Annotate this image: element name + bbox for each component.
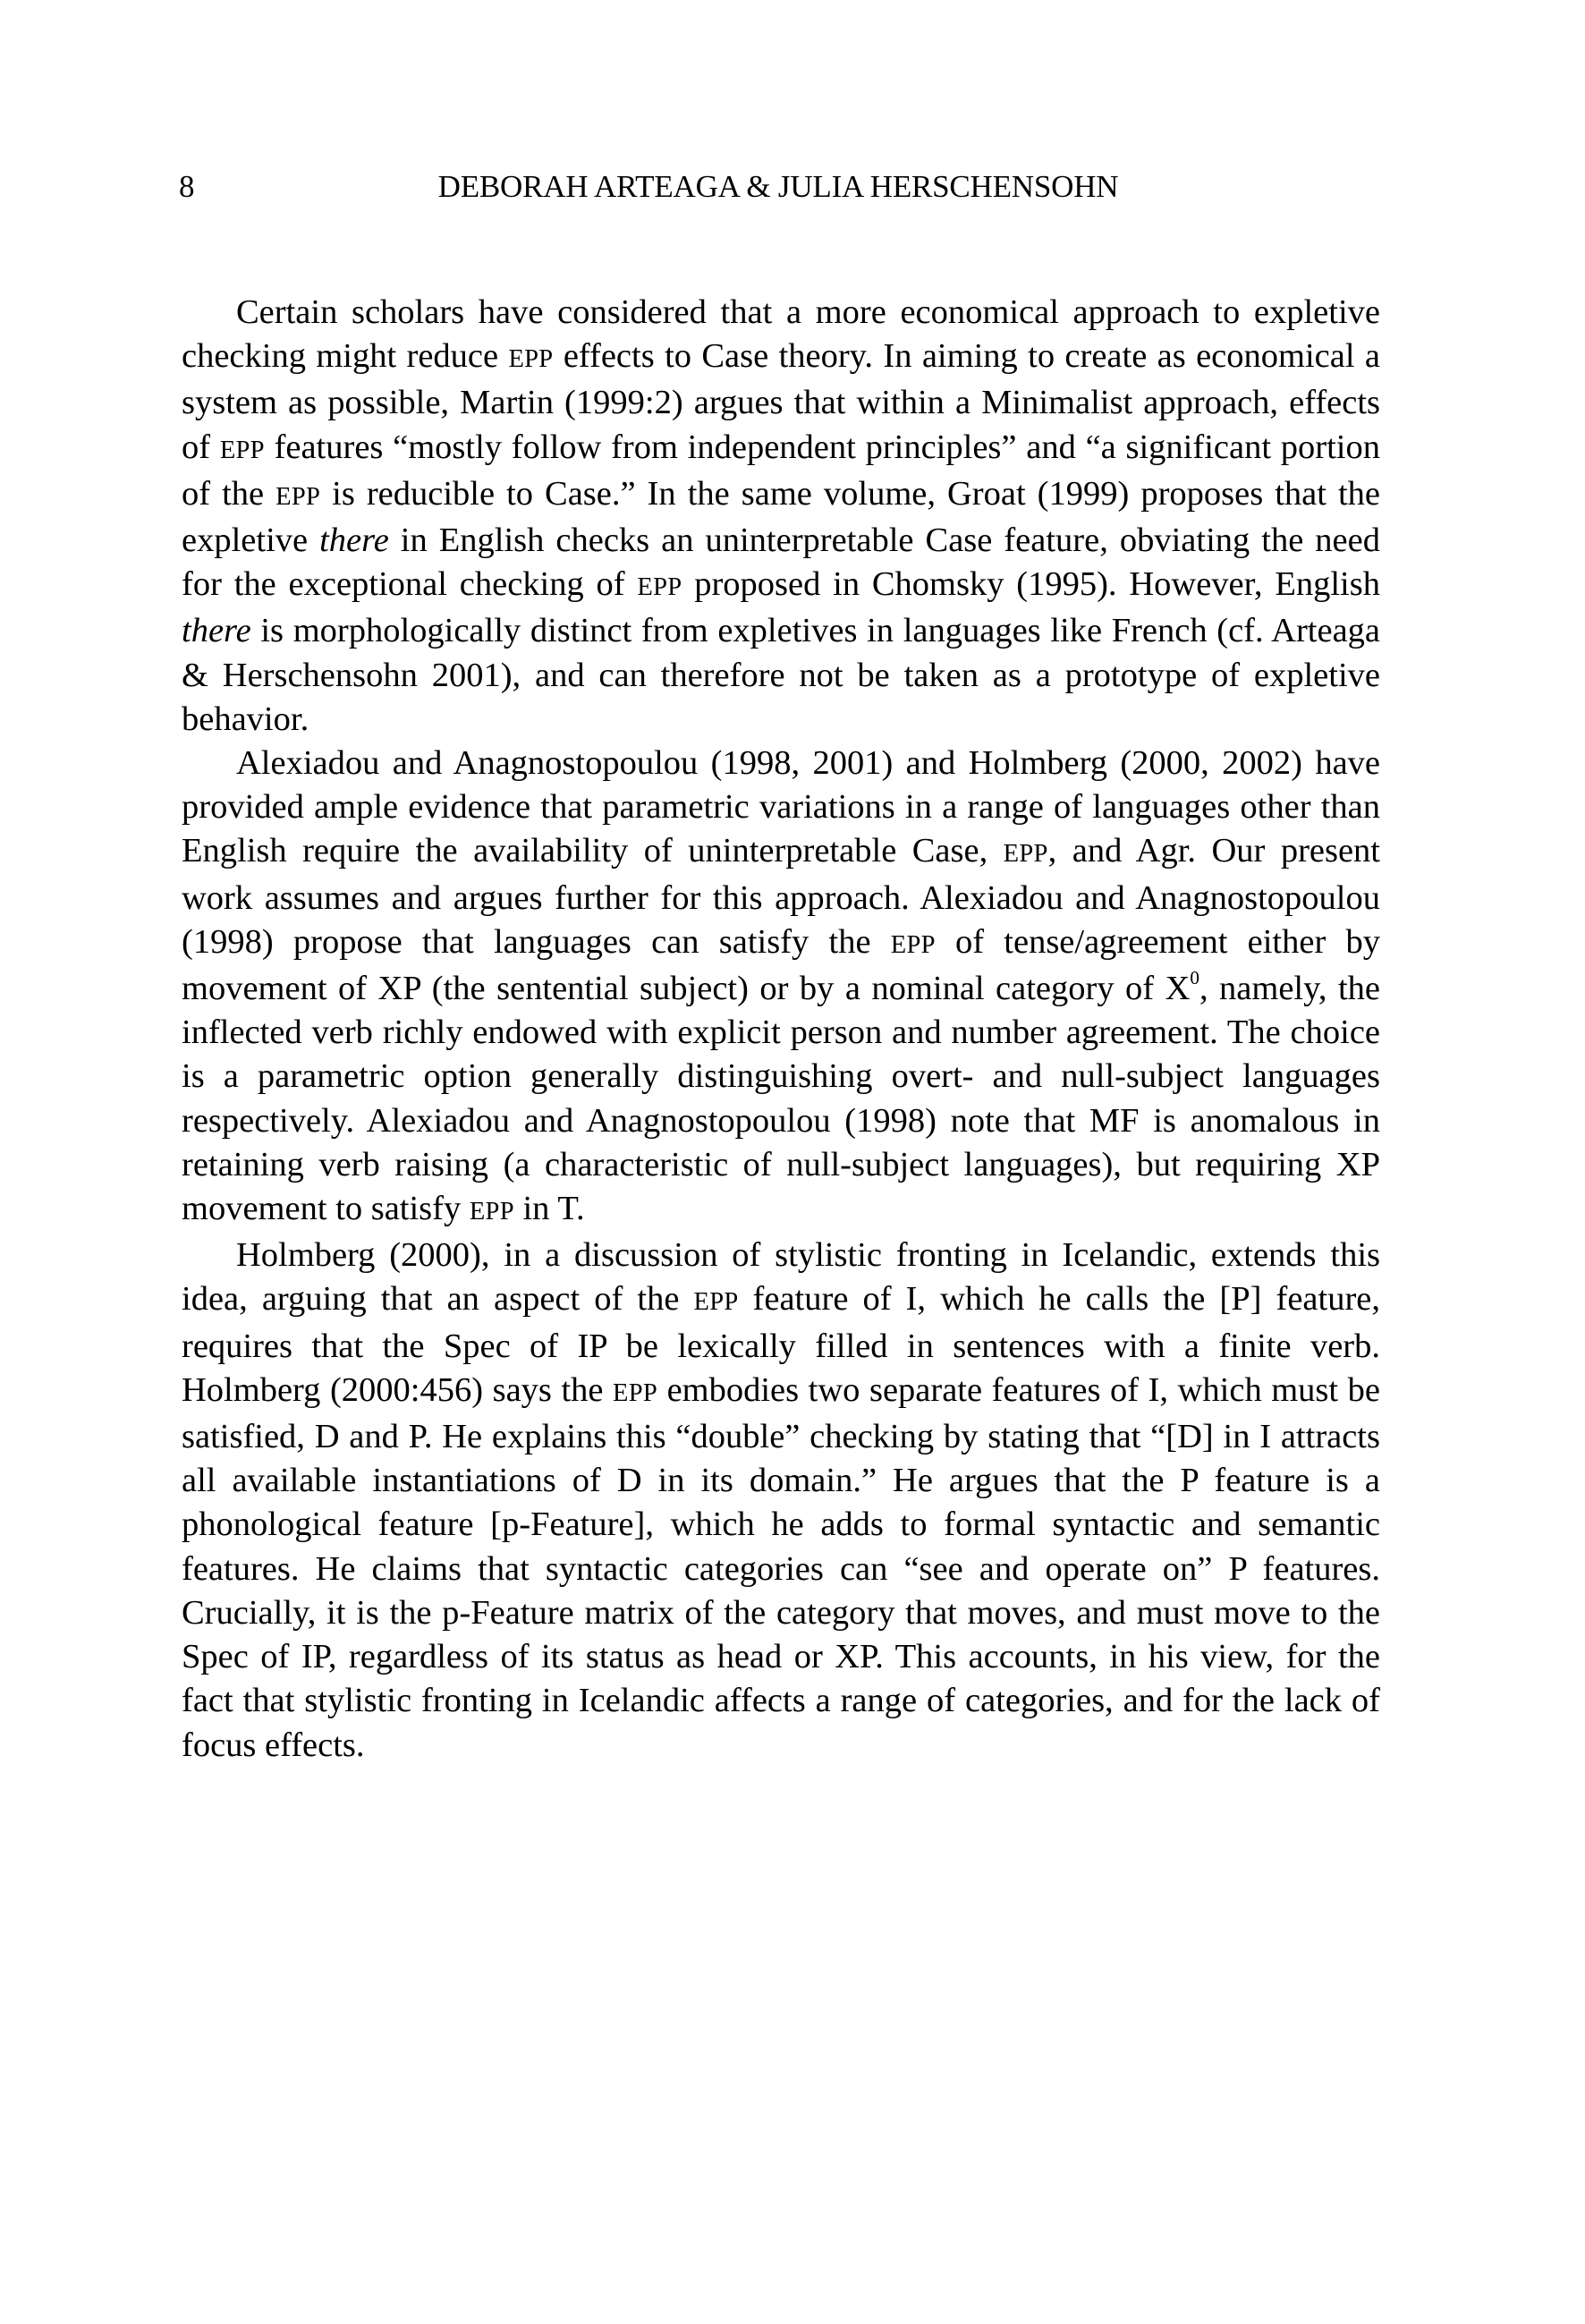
text-segment: in English checks an uninterpretable Case feature, obviating the need for the exceptional checking of [182,522,1380,604]
paragraph-2 [182,742,1380,1234]
paragraph-1 [182,291,1380,742]
page-header [179,165,1377,209]
text-segment: Alexiadou and Anagnostopoulou (1998, 2001) and Holmberg (2000, 2002) have provided ample evidence that parametric variations in a range of languages other than English require the availability of uninterpretable Case, [182,744,1380,870]
text-segment: , and Agr. Our present work assumes and argues further for this approach. Alexiadou and Anagnostopoulou (1998) propose that languages can satisfy the [182,832,1381,961]
epp-abbreviation: EPP [275,482,321,511]
text-segment: , namely, the inflected verb richly endowed with explicit person and number agreement. The choice is a parametric option generally distinguishing overt- and null-subject languages respectively. Alexiadou and Anagnostopoulou (1998) note that MF is anomalous in retaining verb raising (a characteristic of null-subject languages), but requiring XP movement to satisfy [182,970,1380,1228]
italic-term-there: there [319,522,389,560]
text-segment: features “mostly follow from independent principles” and “a significant portion of the [182,428,1380,513]
text-segment: in T. [513,1190,585,1228]
epp-abbreviation: EPP [1003,840,1048,869]
page-number: 8 [179,169,195,204]
epp-abbreviation: EPP [637,573,682,602]
text-segment: proposed in Chomsky (1995). However, English [682,565,1380,604]
text-segment: is morphologically distinct from expletives in languages like French (cf. Arteaga & Herschensohn 2001), and can therefore not be taken as a prototype of expletive behavior. [182,612,1380,738]
text-segment: Certain scholars have considered that a more economical approach to expletive checking might reduce [182,293,1380,376]
running-head: DEBORAH ARTEAGA & JULIA HERSCHENSOHN [437,169,1119,204]
text-segment: is reducible to Case.” In the same volume, Groat (1999) proposes that the expletive [182,474,1380,560]
superscript-zero: 0 [1190,967,1199,989]
text-segment: effects to Case theory. In aiming to create as economical a system as possible, Martin (1999:2) argues that within a Minimalist approach, effects of [182,337,1380,466]
text-segment: feature of I, which he calls the [P] feature, requires that the Spec of IP be lexically filled in sentences with a finite verb. Holmberg (2000:456) says the [182,1280,1380,1409]
paragraph-3 [182,1234,1380,1767]
text-segment: Holmberg (2000), in a discussion of stylistic fronting in Icelandic, extends this idea, arguing that an aspect of the [182,1236,1380,1319]
text-segment: embodies two separate features of I, which must be satisfied, D and P. He explains this “double” checking by stating that “[D] in I attracts all available instantiations of D in its domain.” He argues that the P feature is a phonological feature [p-Feature], which he adds to formal syntactic and semantic features. He claims that syntactic categories can “see and operate on” P features. Crucially, it is the p-Feature matrix of the category that moves, and must move to the Spec of IP, regardless of its status as head or XP. This accounts, in his view, for the fact that stylistic fronting in Icelandic affects a range of categories, and for the lack of focus effects. [182,1370,1380,1764]
italic-term-there: there [182,612,251,650]
epp-abbreviation: EPP [219,436,265,464]
epp-abbreviation: EPP [508,345,554,374]
epp-abbreviation: EPP [890,930,936,959]
body-text [182,291,1380,1768]
epp-abbreviation: EPP [613,1378,658,1407]
text-segment: of tense/agreement either by movement of XP (the sentential subject) or by a nominal category of X [182,922,1380,1008]
epp-abbreviation: EPP [469,1198,514,1226]
epp-abbreviation: EPP [693,1288,739,1317]
